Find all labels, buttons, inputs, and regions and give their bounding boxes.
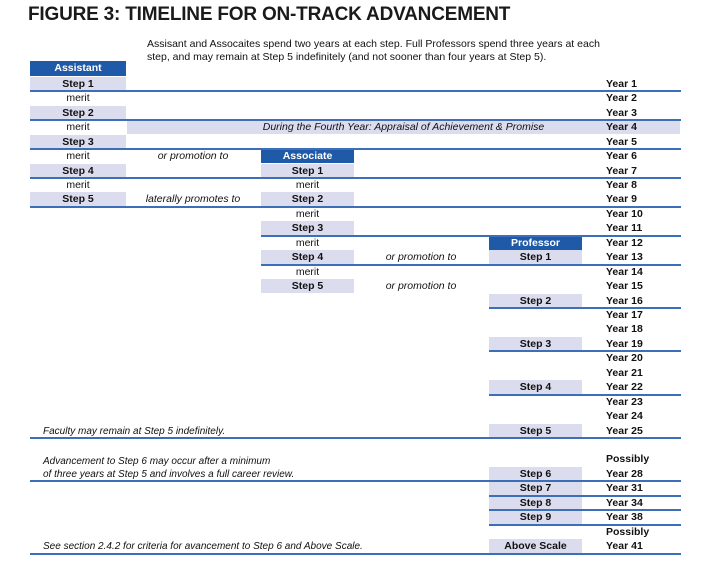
intro-text: Assisant and Assocaites spend two years at each step. Full Professors spend three years at each step, and may remain at Step 5 indefinitely (and not sooner than four years at Step 5). [147,38,600,63]
divider-line [261,235,681,237]
divider-line [489,350,681,352]
year-label: Year 17 [606,309,643,321]
year-label: Year 4 [606,121,637,133]
year-label: Year 14 [606,266,643,278]
year-label: Year 16 [606,295,643,307]
professor-step-9: Step 9 [489,510,582,524]
assistant-header: Assistant [30,61,126,76]
year-label: Year 38 [606,511,643,523]
assistant-lateral-label: laterally promotes to [145,193,241,205]
assistant-merit: merit [66,121,90,133]
year-label: Year 10 [606,208,643,220]
assistant-merit: merit [66,179,90,191]
divider-line [30,177,681,179]
divider-line [30,553,681,555]
associate-header: Associate [261,149,354,163]
year-label: Year 8 [606,179,637,191]
assistant-merit: merit [66,92,90,104]
divider-line [30,480,681,482]
divider-line [489,394,681,396]
year-label: Year 13 [606,251,643,263]
year-label: Year 7 [606,165,637,177]
divider-line [30,206,681,208]
associate-merit: merit [295,179,320,191]
year-label: Year 2 [606,92,637,104]
year-label: Year 1 [606,78,637,90]
associate-step-3: Step 3 [261,221,354,235]
year-label: Year 34 [606,497,643,509]
year-label: Year 6 [606,150,637,162]
assistant-promotion-label: or promotion to [157,150,229,162]
year-label: Year 25 [606,425,643,437]
year-label: Year 12 [606,237,643,249]
year-label: Year 31 [606,482,643,494]
divider-line [489,524,681,526]
possibly-label: Possibly [606,453,650,465]
fourth-year-appraisal-band: During the Fourth Year: Appraisal of Achievement & Promise [127,120,680,134]
associate-promotion-label: or promotion to [385,251,457,263]
professor-step-6: Step 6 [489,467,582,481]
associate-step-2: Step 2 [261,192,354,206]
professor-step-8: Step 8 [489,496,582,510]
divider-line [30,90,681,92]
year-label: Year 28 [606,468,643,480]
year-label: Year 9 [606,193,637,205]
advancement-note-line-2: of three years at Step 5 and involves a full career review. [43,469,295,480]
associate-step-4: Step 4 [261,250,354,264]
associate-step-1: Step 1 [261,164,354,178]
year-label: Year 41 [606,540,643,552]
year-label: Year 19 [606,338,643,350]
year-label: Year 24 [606,410,643,422]
professor-step-1: Step 1 [489,250,582,264]
associate-merit: merit [295,237,320,249]
year-label: Year 15 [606,280,643,292]
assistant-step-5: Step 5 [30,192,126,206]
professor-above-scale: Above Scale [489,539,582,553]
see-section-note: See section 2.4.2 for criteria for avancement to Step 6 and Above Scale. [43,541,363,552]
divider-line [489,495,681,497]
assistant-step-2: Step 2 [30,106,126,120]
divider-line [30,437,681,439]
assistant-step-4: Step 4 [30,164,126,178]
possibly-label: Possibly [606,526,650,538]
divider-line [261,264,681,266]
year-label: Year 23 [606,396,643,408]
year-label: Year 20 [606,352,643,364]
divider-line [30,148,681,150]
professor-step-2: Step 2 [489,294,582,308]
professor-step-5: Step 5 [489,424,582,438]
assistant-merit: merit [66,150,90,162]
assistant-step-1: Step 1 [30,77,126,91]
year-label: Year 3 [606,107,637,119]
professor-step-3: Step 3 [489,337,582,351]
associate-step-5: Step 5 [261,279,354,293]
associate-merit: merit [295,266,320,278]
year-label: Year 22 [606,381,643,393]
divider-line [489,509,681,511]
year-label: Year 21 [606,367,643,379]
divider-line [489,307,681,309]
professor-step-7: Step 7 [489,481,582,495]
associate-merit: merit [295,208,320,220]
year-label: Year 11 [606,222,643,234]
divider-line [30,119,681,121]
advancement-note-line-1: Advancement to Step 6 may occur after a minimum [43,456,271,467]
figure-title: FIGURE 3: TIMELINE FOR ON-TRACK ADVANCEMENT [28,4,511,25]
associate-promotion-label: or promotion to [385,280,457,292]
year-label: Year 5 [606,136,637,148]
assistant-step-3: Step 3 [30,135,126,149]
year-label: Year 18 [606,323,643,335]
professor-header: Professor [489,236,582,250]
remain-note: Faculty may remain at Step 5 indefinitely. [43,426,226,437]
professor-step-4: Step 4 [489,380,582,394]
